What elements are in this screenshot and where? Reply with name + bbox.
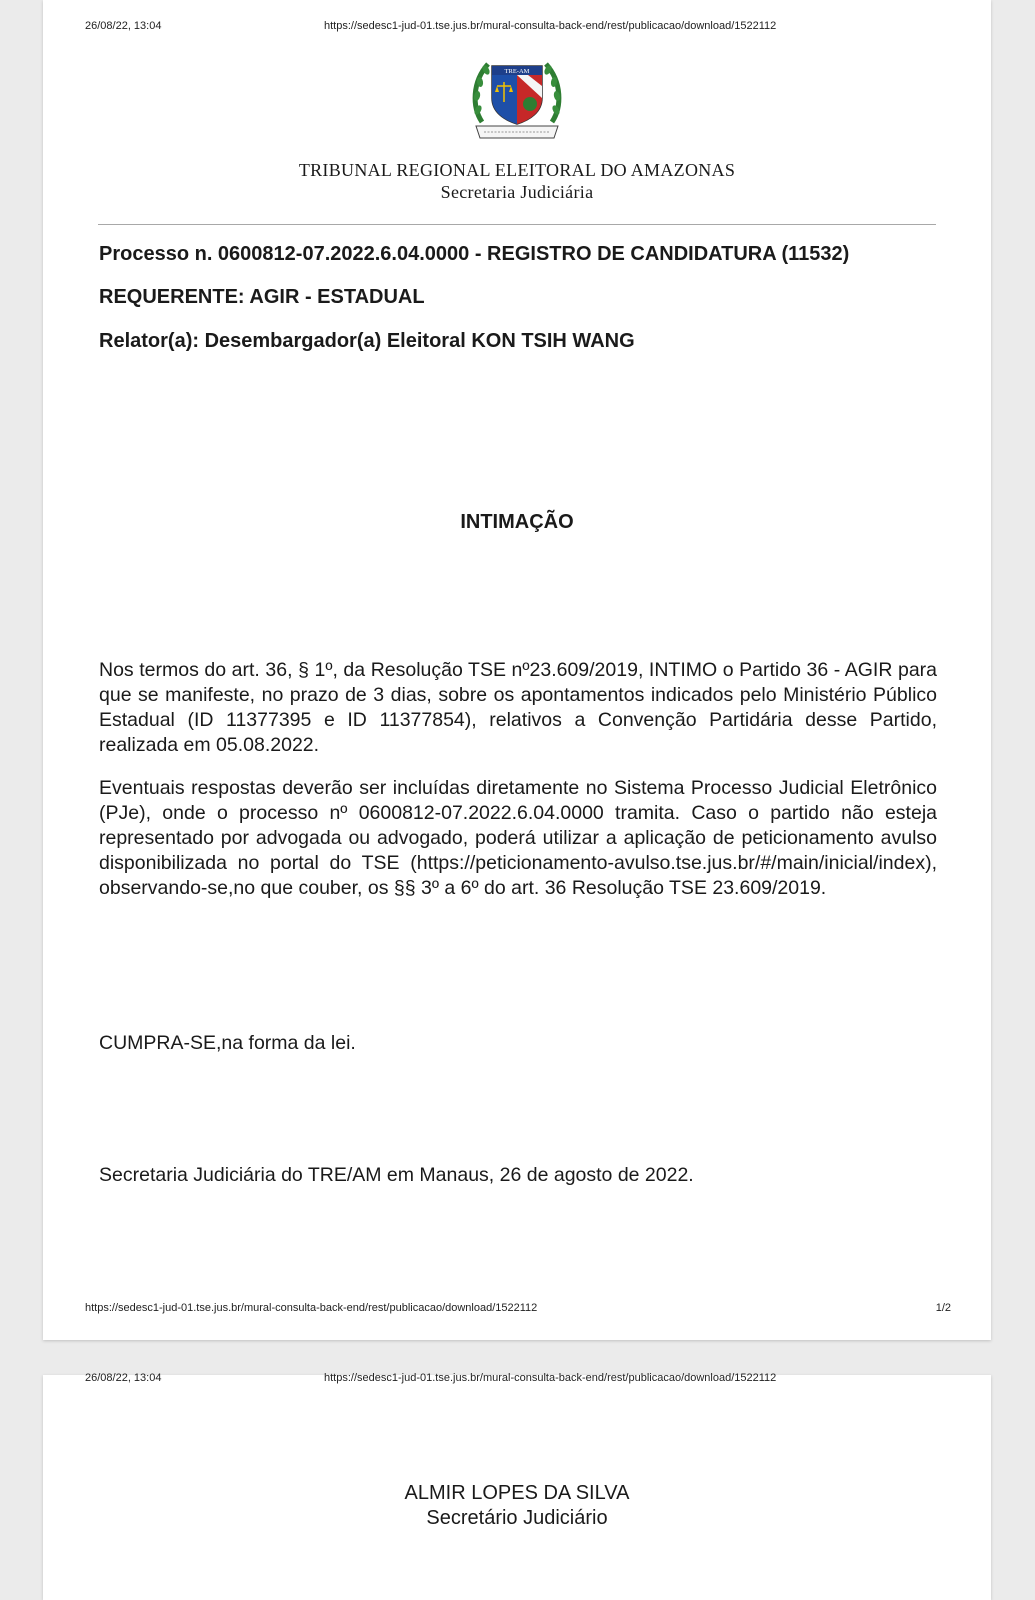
svg-text:TRE-AM: TRE-AM [504,68,530,75]
header-divider [98,224,936,225]
requerente: REQUERENTE: AGIR - ESTADUAL [99,286,425,308]
document-title: INTIMAÇÃO [460,511,574,533]
print-date: 26/08/22, 13:04 [85,1372,162,1384]
signer-title: Secretário Judiciário [426,1507,608,1529]
paragraph-2: Eventuais respostas deverão ser incluídas diretamente no Sistema Processo Judicial Eletrônico (PJe), onde o processo nº 0600812-07.2022.6.04.0000 tramita. Caso o partido não esteja representado por advogada ou advogado, poderá utilizar a aplicação de peticionamento avulso disponibilizada no portal do TSE (https://peticionamento-avulso.tse.jus.br/#/main/inicial/index), observando-se,no que couber, os §§ 3º a 6º do art. 36 Resolução TSE 23.609/2019. [99,777,937,899]
signer-name: ALMIR LOPES DA SILVA [404,1482,630,1504]
court-emblem-icon [468,52,566,142]
document-page-1 [43,0,991,1340]
place-and-date: Secretaria Judiciária do TRE/AM em Manaus, 26 de agosto de 2022. [99,1164,694,1186]
court-name: TRIBUNAL REGIONAL ELEITORAL DO AMAZONAS [298,160,736,180]
cumpra-se: CUMPRA-SE,na forma da lei. [99,1032,356,1054]
document-page-2 [43,1372,991,1600]
print-url: https://sedesc1-jud-01.tse.jus.br/mural-consulta-back-end/rest/publicacao/download/1522112 [324,1372,777,1384]
page-number: 1/2 [935,1302,951,1314]
process-number: Processo n. 0600812-07.2022.6.04.0000 - REGISTRO DE CANDIDATURA (11532) [99,243,850,265]
paragraph-1: Nos termos do art. 36, § 1º, da Resolução TSE nº23.609/2019, INTIMO o Partido 36 - AGIR para que se manifeste, no prazo de 3 dias, sobre os apontamentos indicados pelo Ministério Público Estadual (ID 11377395 e ID 11377854), relativos a Convenção Partidária desse Partido, realizada em 05.08.2022. [99,659,937,756]
court-department: Secretaria Judiciária [440,182,594,202]
relator: Relator(a): Desembargador(a) Eleitoral KON TSIH WANG [99,330,635,352]
print-url: https://sedesc1-jud-01.tse.jus.br/mural-consulta-back-end/rest/publicacao/download/1522112 [324,20,777,32]
footer-url: https://sedesc1-jud-01.tse.jus.br/mural-consulta-back-end/rest/publicacao/download/1522112 [85,1302,538,1314]
print-date: 26/08/22, 13:04 [85,20,162,32]
